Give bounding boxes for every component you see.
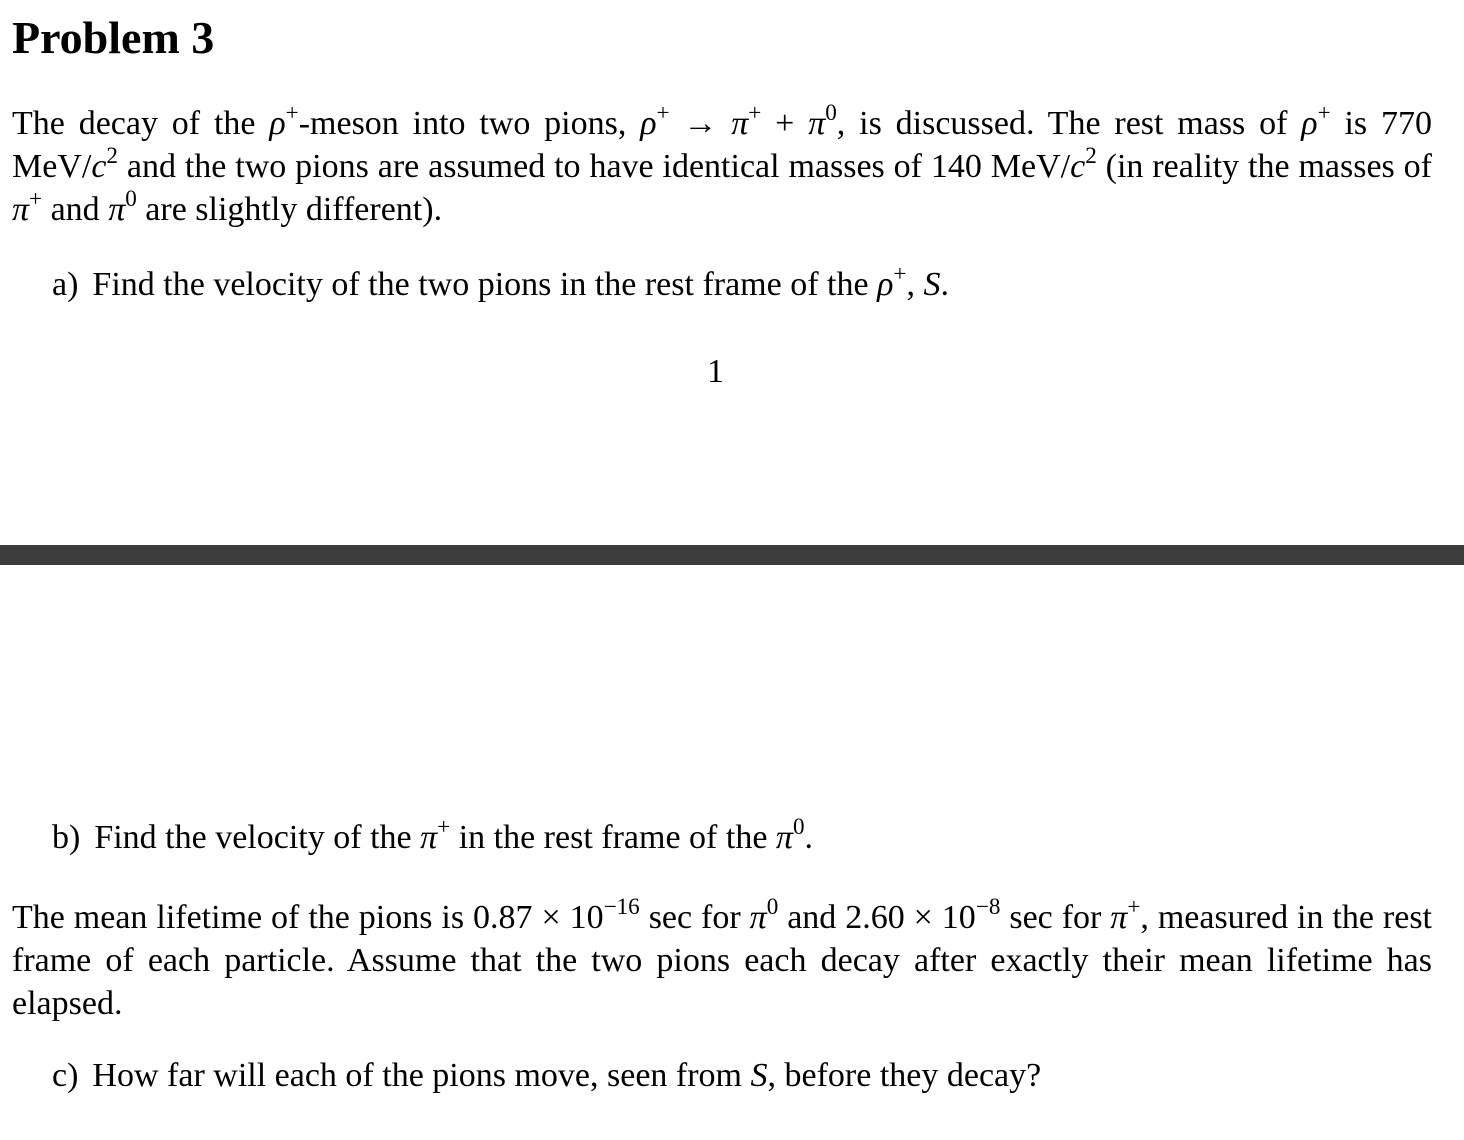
intro-paragraph: The decay of the ρ+-meson into two pions, $\rho^+ \to \pi^+ + \pi^0$, is discussed. The rest mass of ρ+ is 770 MeV/$c^2$ and the two pions are assumed to have identical masses of 140 MeV/$c^2$ (in reality the masses of π+ and $\pi^0$ are slightly different). [12, 100, 1432, 228]
question-c-label: c) [52, 1057, 79, 1094]
question-b: b) Find the velocity of the π+ in the rest frame of the $\pi^0$. [52, 814, 814, 856]
problem-title: Problem 3 [12, 12, 215, 63]
lifetime-paragraph: The mean lifetime of the pions is $0.87 \times 10^{-16}$ sec for $\pi^0$ and $2.60 \times 10^{-8}$ sec for π+, measured in the rest frame of each particle. Assume that the two pions each decay after exactly their mean lifetime has elapsed. [12, 894, 1432, 1022]
question-a-label: a) [52, 266, 79, 303]
page-number: 1 [707, 353, 724, 390]
question-b-label: b) [52, 819, 81, 856]
page-divider [0, 545, 1464, 565]
question-a: a) Find the velocity of the two pions in the rest frame of the ρ+, S. [52, 261, 949, 303]
question-c: c) How far will each of the pions move, seen from S, before they decay? [52, 1057, 1042, 1094]
